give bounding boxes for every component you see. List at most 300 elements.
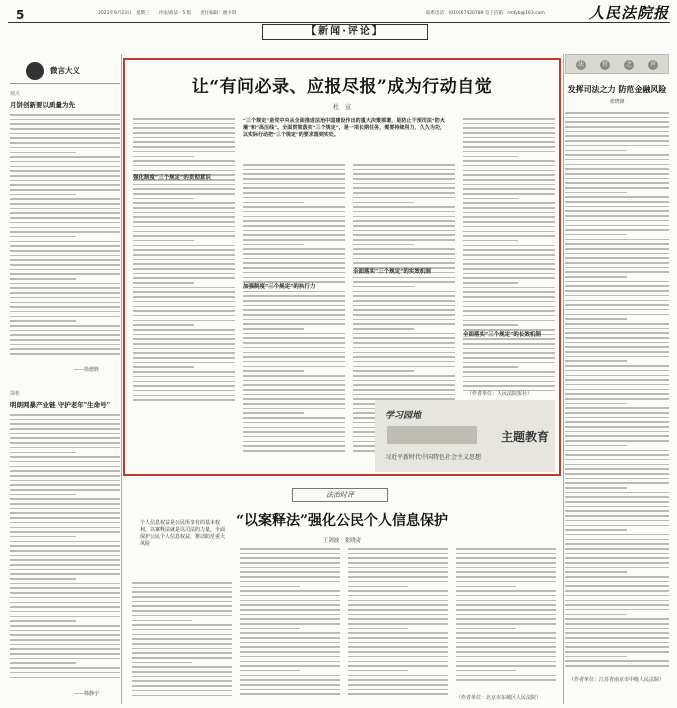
text-line	[565, 553, 669, 555]
text-line	[348, 571, 448, 573]
text-line	[133, 245, 235, 247]
text-line	[353, 202, 414, 204]
text-line	[132, 652, 232, 654]
text-line	[565, 632, 669, 634]
text-line	[10, 648, 120, 650]
text-line	[565, 300, 669, 302]
text-line	[565, 478, 669, 480]
text-line	[240, 675, 340, 677]
text-line	[10, 245, 120, 247]
page-header-bar	[8, 4, 670, 22]
text-line	[133, 277, 235, 279]
text-line	[133, 198, 194, 200]
text-line	[240, 693, 340, 695]
text-line	[243, 267, 345, 269]
text-line	[243, 258, 345, 260]
right-article-body	[565, 112, 669, 672]
text-line	[463, 263, 555, 265]
text-line	[456, 586, 516, 588]
text-line	[456, 604, 556, 606]
text-line	[463, 160, 555, 162]
text-line	[10, 531, 120, 533]
text-line	[353, 211, 455, 213]
text-line	[348, 586, 408, 588]
text-line	[463, 231, 555, 233]
text-line	[133, 282, 194, 284]
text-line	[353, 178, 455, 180]
text-line	[132, 685, 232, 687]
text-line	[565, 182, 669, 184]
text-line	[565, 656, 627, 658]
text-line	[353, 309, 455, 311]
text-line	[10, 625, 120, 627]
text-line	[133, 151, 235, 153]
text-line	[565, 417, 669, 419]
text-line	[240, 623, 340, 625]
text-line	[132, 680, 232, 682]
text-line	[565, 459, 669, 461]
text-line	[565, 445, 627, 447]
text-line	[133, 263, 235, 265]
text-line	[348, 665, 448, 667]
text-line	[240, 571, 340, 573]
text-line	[10, 203, 120, 205]
text-line	[353, 183, 455, 185]
text-line	[10, 550, 120, 552]
text-line	[243, 239, 345, 241]
lower-col-3	[348, 548, 448, 700]
text-line	[10, 569, 120, 571]
text-line	[348, 553, 448, 555]
text-line	[565, 660, 669, 662]
text-line	[243, 164, 345, 166]
text-line	[353, 248, 455, 250]
text-line	[10, 137, 120, 139]
text-line	[132, 676, 232, 678]
text-line	[243, 431, 345, 433]
text-line	[133, 259, 235, 261]
text-line	[463, 165, 555, 167]
text-line	[243, 347, 345, 349]
text-line	[133, 329, 235, 331]
text-line	[133, 146, 235, 148]
text-line	[565, 482, 669, 484]
text-line	[565, 243, 669, 245]
text-line	[353, 361, 455, 363]
feature-lead: “三个规定”是党中央从全面推进法治中国建设作出的重大决策部署，是防止干预司法“防火墙”和“高压线”。全面贯彻落实“三个规定”，是一项长期任务，需要持续用力、久久为功，以实际行动把“三个规定”的要求落到实处。	[243, 118, 445, 138]
seal-char-2: 官	[601, 61, 608, 68]
text-line	[565, 534, 669, 536]
text-line	[240, 586, 300, 588]
text-line	[133, 357, 235, 359]
text-line	[463, 282, 518, 284]
lower-byline: （作者单位：北京市东城区人民法院）	[456, 695, 542, 701]
text-line	[243, 333, 345, 335]
left-box-title: 微言大义	[50, 66, 80, 75]
text-line	[463, 226, 555, 228]
text-line	[463, 259, 555, 261]
text-line	[463, 156, 518, 158]
text-line	[565, 229, 669, 231]
text-line	[132, 610, 232, 612]
right-article-title: 发挥司法之力 防范金融风险	[567, 84, 667, 94]
text-line	[10, 414, 120, 416]
text-line	[243, 206, 345, 208]
text-line	[240, 567, 340, 569]
text-line	[10, 489, 120, 491]
text-line	[463, 174, 555, 176]
text-line	[353, 300, 455, 302]
text-line	[132, 638, 232, 640]
text-line	[240, 642, 340, 644]
text-line	[133, 235, 235, 237]
text-line	[348, 557, 448, 559]
text-line	[456, 600, 556, 602]
section-tag: 【新闻·评论】	[262, 24, 428, 40]
text-line	[10, 114, 120, 116]
text-line	[132, 591, 232, 593]
header-right-info: 联系电话：(010)67420789 电子信箱：rmfyb@163.com	[426, 11, 545, 16]
text-line	[133, 160, 235, 162]
text-line	[240, 661, 340, 663]
text-line	[565, 215, 669, 217]
text-line	[10, 156, 120, 158]
header-divider	[8, 22, 670, 23]
text-line	[565, 328, 669, 330]
text-line	[240, 628, 300, 630]
text-line	[463, 179, 555, 181]
text-line	[10, 320, 76, 322]
text-line	[243, 225, 345, 227]
text-line	[353, 305, 455, 307]
feature-subhead-3: 全面落实“三个规定”的实效机制	[353, 269, 431, 275]
text-line	[133, 165, 235, 167]
text-line	[463, 137, 555, 139]
text-line	[353, 347, 455, 349]
text-line	[133, 334, 235, 336]
text-line	[565, 412, 669, 414]
text-line	[456, 557, 556, 559]
text-line	[348, 632, 448, 634]
text-line	[240, 600, 340, 602]
header-left-info: 2021年9月23日 星期三 评论/政法 · 5 版 责任编辑：谢少琪	[98, 11, 237, 16]
text-line	[240, 656, 340, 658]
text-line	[565, 112, 669, 114]
text-line	[240, 646, 340, 648]
text-line	[565, 529, 627, 531]
text-line	[10, 662, 76, 664]
text-line	[565, 539, 669, 541]
text-line	[463, 366, 518, 368]
text-line	[565, 557, 669, 559]
text-line	[565, 642, 669, 644]
text-line	[565, 435, 669, 437]
text-line	[10, 527, 120, 529]
text-line	[565, 590, 669, 592]
text-line	[456, 670, 516, 672]
text-line	[565, 403, 627, 405]
text-line	[240, 614, 340, 616]
text-line	[348, 689, 448, 691]
text-line	[133, 137, 235, 139]
text-line	[132, 596, 232, 598]
text-line	[10, 152, 76, 154]
text-line	[456, 665, 556, 667]
text-line	[348, 595, 448, 597]
text-line	[10, 428, 120, 430]
text-line	[565, 210, 669, 212]
text-line	[456, 581, 556, 583]
left-article1-body	[10, 114, 120, 362]
text-line	[353, 375, 455, 377]
text-line	[463, 141, 555, 143]
text-line	[133, 240, 194, 242]
text-line	[353, 333, 455, 335]
text-line	[10, 194, 76, 196]
text-line	[565, 164, 669, 166]
text-line	[565, 145, 669, 147]
text-line	[456, 595, 556, 597]
text-line	[243, 450, 345, 452]
text-line	[353, 230, 455, 232]
text-line	[565, 585, 669, 587]
text-line	[10, 184, 120, 186]
text-line	[133, 249, 235, 251]
text-line	[565, 473, 669, 475]
text-line	[565, 646, 669, 648]
text-line	[133, 231, 235, 233]
text-line	[353, 370, 414, 372]
text-line	[10, 119, 120, 121]
text-line	[10, 330, 120, 332]
text-line	[463, 306, 555, 308]
text-line	[565, 168, 669, 170]
text-line	[243, 398, 345, 400]
text-line	[133, 156, 194, 158]
text-line	[243, 211, 345, 213]
text-line	[10, 283, 120, 285]
text-line	[10, 227, 120, 229]
text-line	[353, 187, 455, 189]
text-line	[243, 352, 345, 354]
text-line	[565, 431, 669, 433]
text-line	[133, 193, 235, 195]
seal-char-1: 法	[577, 61, 584, 68]
text-line	[565, 440, 669, 442]
text-line	[243, 356, 345, 358]
text-line	[565, 220, 669, 222]
text-line	[348, 637, 448, 639]
text-line	[353, 380, 455, 382]
text-line	[565, 159, 669, 161]
text-line	[565, 225, 669, 227]
text-line	[10, 672, 120, 674]
text-line	[565, 126, 669, 128]
text-line	[133, 371, 235, 373]
text-line	[10, 264, 120, 266]
left-kicker2: 探析	[10, 391, 21, 397]
text-line	[348, 679, 448, 681]
text-line	[353, 220, 455, 222]
text-line	[353, 319, 455, 321]
text-line	[240, 590, 340, 592]
text-line	[463, 291, 555, 293]
text-line	[456, 675, 556, 677]
text-line	[565, 192, 627, 194]
text-line	[348, 675, 448, 677]
text-line	[565, 121, 669, 123]
text-line	[243, 427, 345, 429]
text-line	[243, 202, 304, 204]
banner-line3: 习近平新时代中国特色社会主义思想	[385, 454, 482, 461]
text-line	[456, 642, 556, 644]
text-line	[348, 581, 448, 583]
text-line	[565, 323, 669, 325]
lower-section-tag: 法治时评	[292, 488, 388, 502]
text-line	[463, 235, 555, 237]
text-line	[133, 216, 235, 218]
text-line	[565, 562, 669, 564]
text-line	[10, 287, 120, 289]
text-line	[133, 381, 235, 383]
text-line	[243, 366, 345, 368]
text-line	[240, 689, 340, 691]
text-line	[565, 206, 669, 208]
text-line	[243, 394, 345, 396]
text-line	[10, 133, 120, 135]
text-line	[348, 646, 448, 648]
text-line	[132, 662, 192, 664]
text-line	[243, 445, 345, 447]
text-line	[463, 385, 555, 387]
text-line	[240, 679, 340, 681]
text-line	[353, 281, 455, 283]
text-line	[132, 587, 232, 589]
text-line	[353, 262, 455, 264]
text-line	[456, 637, 556, 639]
text-line	[565, 365, 669, 367]
text-line	[463, 127, 555, 129]
column-divider-right	[563, 54, 564, 704]
text-line	[565, 571, 627, 573]
text-line	[240, 684, 340, 686]
text-line	[10, 170, 120, 172]
text-line	[565, 637, 669, 639]
text-line	[353, 328, 414, 330]
text-line	[565, 285, 669, 287]
text-line	[353, 169, 455, 171]
text-line	[10, 498, 120, 500]
text-line	[348, 548, 448, 550]
text-line	[456, 553, 556, 555]
text-line	[133, 202, 235, 204]
text-line	[243, 220, 345, 222]
text-line	[565, 595, 669, 597]
text-line	[10, 484, 120, 486]
text-line	[353, 173, 455, 175]
text-line	[10, 222, 120, 224]
text-line	[463, 273, 555, 275]
text-line	[243, 192, 345, 194]
text-line	[240, 595, 340, 597]
text-line	[565, 131, 669, 133]
text-line	[348, 693, 448, 695]
text-line	[353, 337, 455, 339]
text-line	[132, 615, 232, 617]
text-line	[565, 342, 669, 344]
text-line	[243, 319, 345, 321]
banner-graphic	[387, 426, 477, 444]
text-line	[10, 559, 120, 561]
text-line	[565, 567, 669, 569]
text-line	[565, 332, 669, 334]
lower-lead: 个人信息权益是公民所享有的基本权利。以案释法就是以司法的力量，全面保护公民个人信息权益，推动防范重大风险	[140, 520, 226, 547]
text-line	[565, 450, 669, 452]
text-line	[10, 297, 120, 299]
text-line	[133, 310, 235, 312]
text-line	[565, 454, 669, 456]
text-line	[463, 123, 555, 125]
text-line	[133, 399, 235, 401]
text-line	[10, 302, 120, 304]
text-line	[133, 170, 235, 172]
text-line	[348, 604, 448, 606]
text-line	[463, 343, 555, 345]
text-line	[240, 604, 340, 606]
text-line	[10, 470, 120, 472]
text-line	[565, 262, 669, 264]
feature-subhead-4: 全面落实“三个规定”的长效机制	[463, 332, 541, 338]
text-line	[243, 173, 345, 175]
text-line	[240, 557, 340, 559]
text-line	[133, 268, 235, 270]
text-line	[133, 366, 194, 368]
text-line	[565, 520, 669, 522]
text-line	[10, 241, 120, 243]
text-line	[456, 618, 556, 620]
text-line	[565, 239, 669, 241]
text-line	[243, 337, 345, 339]
text-line	[463, 202, 555, 204]
text-line	[353, 225, 455, 227]
text-line	[565, 426, 669, 428]
text-line	[133, 254, 235, 256]
text-line	[565, 501, 669, 503]
text-line	[353, 384, 455, 386]
text-line	[10, 161, 120, 163]
text-line	[565, 173, 669, 175]
left-article1-title: 月饼创新要以质量为先	[10, 101, 75, 109]
text-line	[10, 602, 120, 604]
text-line	[565, 543, 669, 545]
text-line	[132, 634, 232, 636]
text-line	[132, 671, 232, 673]
text-line	[133, 226, 235, 228]
text-line	[10, 189, 120, 191]
right-column	[565, 54, 669, 704]
banner-line1: 学习园地	[385, 411, 422, 421]
text-line	[132, 620, 192, 622]
text-line	[353, 295, 455, 297]
right-byline: （作者单位：江苏省南京市中级人民法院）	[569, 677, 665, 683]
text-line	[243, 361, 345, 363]
text-line	[565, 271, 669, 273]
text-line	[353, 366, 455, 368]
text-line	[133, 301, 235, 303]
text-line	[565, 276, 627, 278]
text-line	[565, 314, 669, 316]
text-line	[10, 461, 120, 463]
